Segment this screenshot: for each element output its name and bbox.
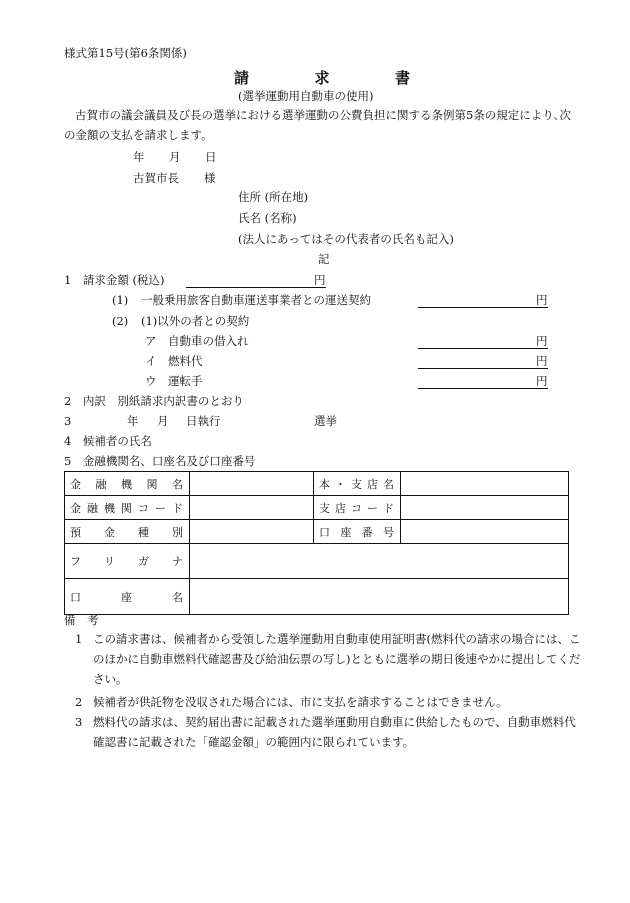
branch-label	[314, 472, 401, 496]
sub-u-text: 運転手	[168, 374, 203, 388]
item3-month: 月	[157, 414, 169, 428]
title-char: 書	[394, 69, 410, 87]
label-char: 店	[367, 477, 378, 491]
institution-label	[65, 472, 190, 496]
label-char: 機	[121, 477, 132, 491]
sub-a-mark: ア	[145, 334, 157, 348]
sub1-underline	[418, 307, 548, 308]
label-char: 機	[104, 501, 115, 515]
furigana-field[interactable]	[190, 544, 569, 579]
label-char: 座	[121, 590, 132, 604]
branch-code-label	[314, 496, 401, 520]
label-char: 名	[172, 477, 183, 491]
account-number-label	[314, 520, 401, 544]
label-char: ガ	[138, 555, 149, 568]
title-char: 求	[314, 69, 330, 87]
document-title	[234, 67, 410, 88]
furigana-label	[65, 544, 190, 579]
sub-u-underline	[418, 388, 548, 389]
sub-i-text: 燃料代	[168, 354, 203, 368]
label-char: 種	[138, 525, 149, 539]
label-char: 預	[70, 525, 81, 539]
table-row	[65, 579, 569, 615]
label-char: 融	[95, 477, 107, 491]
account-name-label	[65, 579, 190, 615]
label-char: 口	[70, 590, 81, 604]
label-char: 金	[104, 525, 115, 539]
label-char: ー	[367, 501, 378, 515]
branch-code-field[interactable]	[401, 496, 569, 520]
sub-a-underline	[418, 348, 548, 349]
applicant-note: (法人にあってはその代表者の氏名も記入)	[238, 232, 454, 246]
account-name-field[interactable]	[190, 579, 569, 615]
date-month: 月	[169, 150, 181, 164]
label-char: リ	[104, 555, 115, 568]
label-char: 関	[121, 501, 132, 515]
label-char: ・	[335, 477, 346, 491]
ki-heading: 記	[318, 252, 330, 266]
label-char: 番	[361, 525, 373, 539]
label-char: 店	[335, 501, 346, 515]
label-char: 口	[319, 525, 330, 539]
institution-code-label	[65, 496, 190, 520]
sub-a-text: 自動車の借入れ	[168, 334, 249, 348]
date-day: 日	[205, 150, 217, 164]
label-char: 別	[172, 525, 183, 539]
addressee-name: 古賀市長	[133, 171, 179, 185]
table-row	[65, 544, 569, 579]
date-year: 年	[133, 150, 145, 164]
sub-i-mark: イ	[145, 354, 157, 368]
item3-number: 3	[64, 414, 72, 428]
sub-u-yen: 円	[536, 374, 548, 388]
intro-line-1: 古賀市の議会議員及び長の選挙における選挙運動の公費負担に関する条例第5条の規定により､次	[75, 108, 572, 122]
table-row	[65, 520, 569, 544]
note3-number: 3	[75, 715, 83, 729]
item1-yen: 円	[314, 273, 326, 287]
label-char: 名	[383, 477, 394, 491]
label-char: ド	[383, 501, 394, 515]
sub-u-mark: ウ	[145, 374, 157, 388]
deposit-type-field[interactable]	[190, 520, 314, 544]
item3-day: 日執行	[186, 414, 221, 428]
title-char: 請	[234, 69, 250, 87]
label-char: フ	[70, 555, 81, 568]
label-char: 座	[340, 525, 352, 539]
institution-code-field[interactable]	[190, 496, 314, 520]
label-char: 融	[87, 501, 98, 515]
label-char: コ	[351, 501, 362, 515]
item3-year: 年	[127, 414, 139, 428]
institution-field[interactable]	[190, 472, 314, 496]
label-char: コ	[138, 501, 149, 515]
sub1-number: (1)	[112, 293, 129, 307]
account-number-field[interactable]	[401, 520, 569, 544]
label-char: 支	[319, 501, 330, 515]
table-row	[65, 472, 569, 496]
sub-i-yen: 円	[536, 354, 548, 368]
document-subtitle: (選挙運動用自動車の使用)	[238, 89, 374, 103]
sub1-yen: 円	[536, 293, 548, 307]
item2: 2 内訳 別紙請求内訳書のとおり	[64, 394, 244, 408]
sub2-number: (2)	[112, 314, 129, 328]
note1-text: この請求書は、候補者から受領した選挙運動用自動車使用証明書(燃料代の請求の場合には、こ のほかに自動車燃料代確認書及び給油伝票の写し)とともに選挙の期日後速やかに提出してくだ さい。	[93, 632, 581, 686]
note1-number: 1	[75, 632, 83, 646]
label-char: 本	[319, 477, 330, 491]
label-char: 関	[146, 477, 158, 491]
sub-a-yen: 円	[536, 334, 548, 348]
note2-text: 候補者が供託物を没収された場合には、市に支払を請求することはできません。	[93, 695, 508, 709]
remarks-heading: 備 考	[64, 613, 99, 627]
sub1-text: 一般乗用旅客自動車運送事業者との運送契約	[141, 293, 371, 307]
label-char: 金	[70, 477, 81, 491]
label-char: ー	[155, 501, 166, 515]
note3-text: 燃料代の請求は、契約届出書に記載された選挙運動用自動車に供給したもので、自動車燃料代 確認書に記載された「確認金額」の範囲内に限られています。	[93, 715, 576, 749]
label-char: 号	[382, 525, 394, 539]
label-char: ド	[172, 501, 183, 515]
note2-number: 2	[75, 695, 83, 709]
item1-label: 1 請求金額 (税込)	[64, 273, 165, 287]
amount-underline	[186, 287, 326, 288]
addressee-honorific: 様	[204, 171, 216, 185]
label-char: 名	[172, 590, 183, 604]
item3-election: 選挙	[314, 414, 337, 428]
sub2-text: (1)以外の者との契約	[141, 314, 250, 328]
applicant-address: 住所 (所在地)	[238, 190, 309, 204]
deposit-type-label	[65, 520, 190, 544]
intro-line-2: の金額の支払を請求します。	[64, 128, 213, 142]
branch-field[interactable]	[401, 472, 569, 496]
label-char: 金	[70, 501, 81, 515]
sub-i-underline	[418, 368, 548, 369]
item5: 5 金融機関名、口座名及び口座番号	[64, 454, 256, 468]
label-char: ナ	[172, 555, 183, 568]
form-number: 様式第15号(第6条関係)	[64, 46, 187, 60]
item4: 4 候補者の氏名	[64, 434, 152, 448]
applicant-name: 氏名 (名称)	[238, 211, 297, 225]
label-char: 支	[351, 477, 362, 491]
table-row	[65, 496, 569, 520]
bank-account-table	[64, 471, 569, 615]
